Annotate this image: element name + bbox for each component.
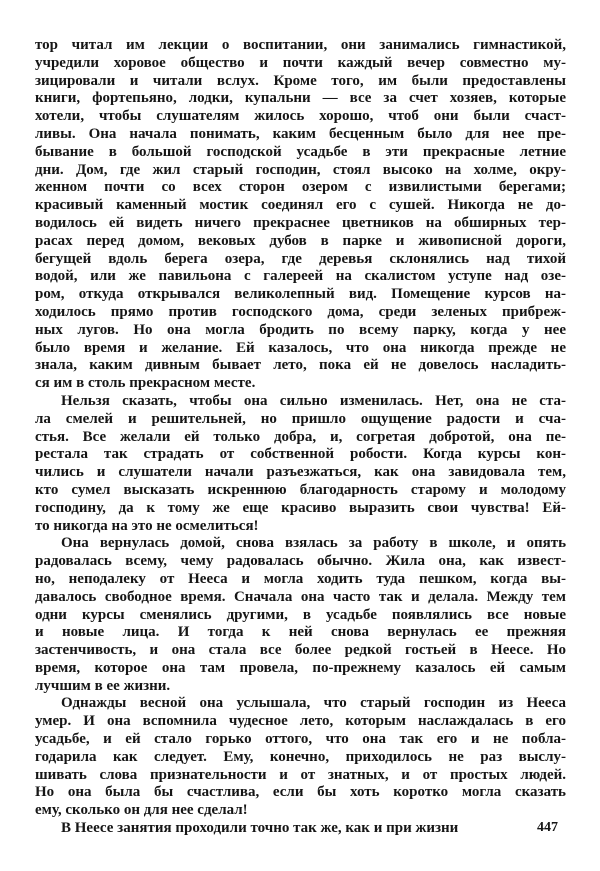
text-line: застенчивость, и она стала все более редкой гостьей в Неесе. Но (35, 642, 566, 659)
paragraph (35, 535, 566, 695)
page-number: 447 (537, 820, 558, 835)
text-line: годарила как следует. Ему, конечно, приходилось не раз выслу- (35, 748, 566, 765)
text-line: ных лугов. Но она могла бродить по всему парку, когда у нее (35, 321, 566, 338)
text-line: умер. И она вспомнила чудесное лето, которым наслаждалась в его (35, 713, 566, 730)
text-line: бывание в большой господской усадьбе в эти прекрасные летние (35, 143, 566, 160)
text-line: книги, фортепьяно, лодки, купальни — все за счет хозяев, которые (35, 90, 566, 107)
text-line: В Неесе занятия проходили точно так же, как и при жизни (61, 820, 459, 837)
page-body-text (35, 37, 566, 838)
text-line: усадьбе, и ей стало горько оттого, что она так его и не побла- (35, 731, 566, 748)
text-line: ся им в столь прекрасном месте. (35, 375, 256, 392)
text-line: ром, откуда открывался великолепный вид. Помещение курсов на- (35, 286, 566, 303)
text-line: хотели, чтобы слушателям жилось хорошо, чтоб они были счаст- (35, 108, 566, 125)
text-line: рестала так страдать от собственной робости. Когда курсы кон- (35, 446, 566, 463)
text-line: время, которое она там провела, по-прежнему казалось ей самым (35, 659, 566, 676)
text-line: ему, сколько он для нее сделал! (35, 802, 248, 819)
text-line: Она вернулась домой, снова взялась за работу в школе, и опять (61, 535, 566, 552)
text-line: ходилось прямо против господского дома, среди зеленых прибреж- (35, 303, 566, 320)
text-line: тор читал им лекции о воспитании, они занимались гимнастикой, (35, 37, 566, 53)
text-line: дни. Дом, где жил старый господин, стоял высоко на холме, окру- (35, 161, 566, 178)
text-line: Но она была бы счастлива, если бы хоть коротко могла сказать (35, 784, 566, 801)
text-line: зицировали и читали вслух. Кроме того, им были предоставлены (35, 72, 566, 89)
text-line: Нельзя сказать, чтобы она сильно изменилась. Нет, она не ста- (61, 392, 566, 409)
text-line: чились и слушатели начали разъезжаться, как она завидовала тем, (35, 464, 566, 481)
text-line: то никогда на это не осмелиться! (35, 517, 259, 534)
text-line: кто сумел высказать искреннюю благодарность старому и молодому (35, 481, 566, 498)
text-line: было время и желание. Ей казалось, что она никогда прежде не (35, 339, 566, 356)
text-line: давалось свободное время. Сначала она часто так и делала. Между тем (35, 588, 566, 605)
text-line: водой, или же павильона с галереей на скалистом уступе над озе- (35, 268, 566, 285)
text-line: но, неподалеку от Нееса и могла ходить туда пешком, когда вы- (35, 570, 566, 587)
text-line: одни курсы сменялись другими, в усадьбе появлялись все новые (35, 606, 566, 623)
text-line: Однажды весной она услышала, что старый господин из Нееса (61, 695, 566, 712)
paragraph (35, 820, 566, 838)
text-line: женном почти со всех сторон озером с извилистыми берегами; (35, 179, 566, 196)
text-line: шивать слова признательности и от знатных, и от простых людей. (35, 766, 566, 783)
paragraph (35, 37, 566, 393)
text-line: радовалась всему, чему радовалась обычно. Жила она, как извест- (35, 553, 566, 570)
paragraph (35, 695, 566, 820)
text-line: знала, каким дивным бывает лето, пока ей не довелось насладить- (35, 357, 566, 374)
text-line: бегущей вдоль берега озера, где деревья склонялись над тихой (35, 250, 566, 267)
text-line: водилось ей видеть ничего прекраснее цветников на обширных тер- (35, 214, 566, 231)
text-line: красивый каменный мостик соединял его с сушей. Никогда не до- (35, 197, 566, 214)
text-line: ливы. Она начала понимать, каким бесценным было для нее пре- (35, 125, 566, 142)
text-line: стья. Все желали ей только добра, и, согретая добротой, она пе- (35, 428, 566, 445)
text-line: учредили хоровое общество и почти каждый вечер совместно му- (35, 54, 566, 71)
text-line: лучшим в ее жизни. (35, 677, 171, 694)
text-line: господину, да к тому же еще красиво выразить свои чувства! Ей- (35, 499, 566, 516)
paragraph (35, 393, 566, 535)
text-line: ла смелей и решительней, но пришло ощущение радости и сча- (35, 410, 566, 427)
text-line: расах перед домом, вековых дубов в парке и живописной дороги, (35, 232, 566, 249)
text-line: и новые лица. И тогда к ней снова вернулась ее прежняя (35, 624, 566, 641)
